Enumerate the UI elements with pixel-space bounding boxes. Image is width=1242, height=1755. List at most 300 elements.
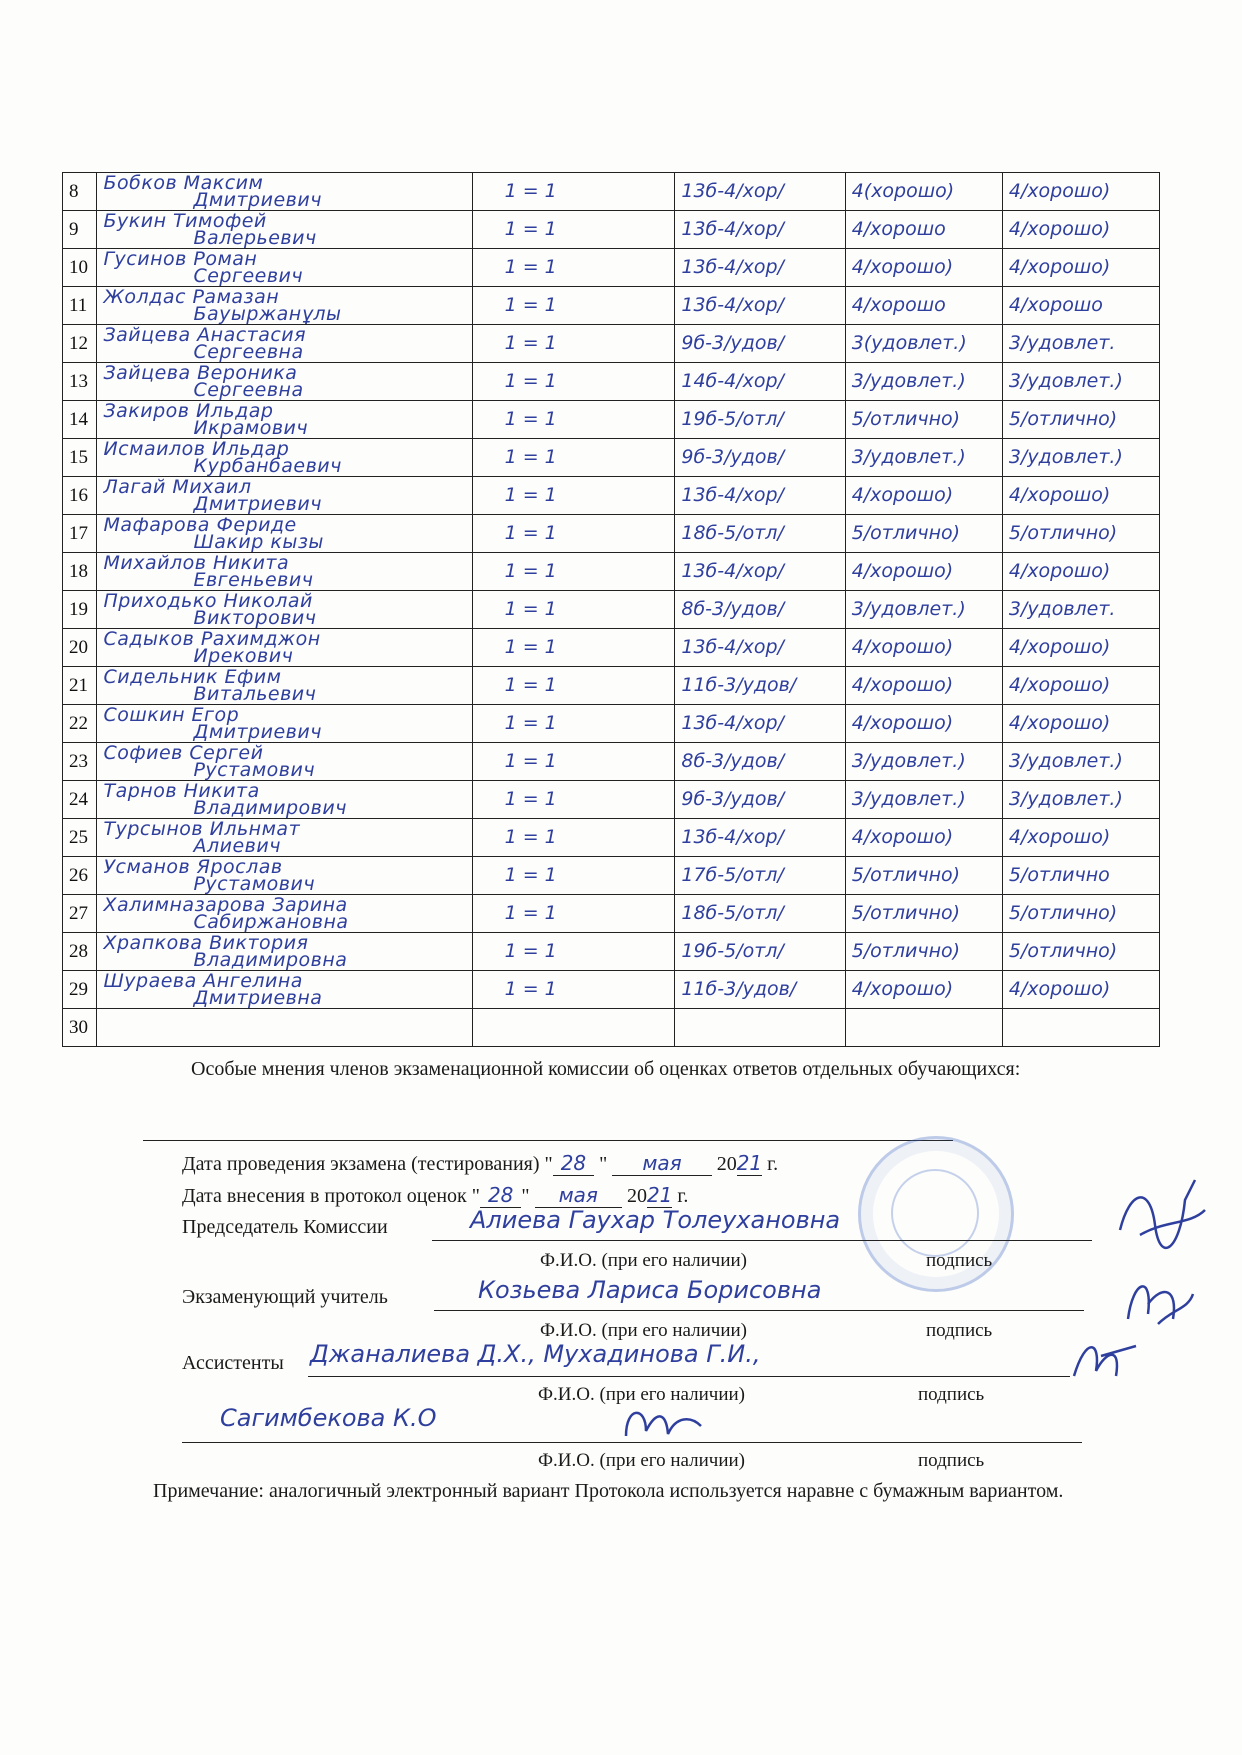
grade-2-cell [1002,667,1159,705]
table-row [63,933,1160,971]
student-name-line2: Сергеевич [193,264,304,287]
answer-score-cell [472,895,675,933]
student-name-line2: Дмитриевич [193,492,322,515]
teacher-label: Экзаменующий учитель [182,1286,388,1308]
points-grade-cell [675,325,845,363]
points-grade: 13б-4/хор/ [681,180,784,202]
student-name-cell [97,933,472,971]
grade-2: 4/хорошо) [1008,256,1111,278]
row-number-cell [63,363,97,401]
row-number: 9 [69,218,79,240]
row-number-cell [63,667,97,705]
student-name-line1: Усманов Ярослав [103,856,283,878]
grade-2: 3/удовлет. [1008,598,1116,620]
points-grade-cell [675,1009,845,1047]
chairman-sign-caption: подпись [926,1250,993,1271]
entry-date-month: мая [535,1183,622,1208]
grade-2: 4/хорошо) [1008,484,1111,506]
student-name-line2: Владимирович [193,796,347,819]
student-name-cell [97,629,472,667]
points-grade: 17б-5/отл/ [681,864,784,886]
grade-1: 3/удовлет.) [851,750,966,772]
grade-1-cell [845,363,1002,401]
answer-score: 1 = 1 [504,256,557,278]
points-grade-cell [675,477,845,515]
table-row [63,287,1160,325]
student-name-cell [97,819,472,857]
assistant2-fio-caption: Ф.И.О. (при его наличии) [538,1450,746,1471]
answer-score: 1 = 1 [504,978,557,1000]
student-name-line2: Витальевич [193,682,317,705]
table-row [63,781,1160,819]
grade-1-cell [845,173,1002,211]
answer-score: 1 = 1 [504,636,557,658]
exam-date-row [182,1150,778,1178]
answer-score-cell [472,629,675,667]
answer-score [479,1016,505,1038]
table-row [63,401,1160,439]
row-number-cell [63,781,97,819]
student-name-line2: Владимировна [193,948,348,971]
grade-2-cell [1002,1009,1159,1047]
grade-2-cell [1002,515,1159,553]
student-name-cell [97,591,472,629]
student-name-line1: Тарнов Никита [103,780,260,802]
grade-1-cell [845,667,1002,705]
grade-2: 5/отлично [1008,864,1110,886]
points-grade-cell [675,667,845,705]
grade-1: 4/хорошо) [851,636,954,658]
student-name-line1: Софиев Сергей [103,742,264,764]
points-grade: 9б-3/удов/ [681,332,785,354]
assistants-label: Ассистенты [182,1352,284,1374]
assistant-signature [1066,1326,1146,1396]
grade-1: 5/отлично) [851,522,961,544]
table-row [63,743,1160,781]
grade-2: 4/хорошо) [1008,180,1111,202]
assistant2-sign-caption: подпись [918,1450,985,1471]
answer-score: 1 = 1 [504,560,557,582]
student-name-line1: Зайцева Вероника [103,362,298,384]
student-name-line1: Бобков Максим [103,172,264,194]
answer-score: 1 = 1 [504,446,557,468]
grade-1-cell [845,249,1002,287]
student-name-cell [97,857,472,895]
student-name-line1: Сидельник Ефим [103,666,282,688]
grade-2: 5/отлично) [1008,408,1118,430]
grade-1: 3/удовлет.) [851,598,966,620]
points-grade-cell [675,895,845,933]
grade-1-cell [845,857,1002,895]
student-name-line2: Курбанбаевич [193,454,342,477]
opinions-line [143,1140,953,1141]
row-number-cell [63,515,97,553]
points-grade: 11б-3/удов/ [681,978,797,1000]
points-grade-cell [675,173,845,211]
student-name-line1: Храпкова Виктория [103,932,309,954]
points-grade-cell [675,857,845,895]
grade-1-cell [845,553,1002,591]
student-name-line1: Лагай Михаил [103,476,252,498]
student-name-line1: Сошкин Егор [103,704,240,726]
row-number-cell [63,743,97,781]
table-row [63,173,1160,211]
grade-1-cell [845,743,1002,781]
student-name-cell [97,895,472,933]
student-name-cell [97,325,472,363]
answer-score-cell [472,819,675,857]
row-number-cell [63,857,97,895]
grade-2: 4/хорошо) [1008,674,1111,696]
table-row [63,515,1160,553]
student-name-line2: Сабиржановна [193,910,349,933]
student-name-line1: Шураева Ангелина [103,970,303,992]
student-name-line2: Икрамович [193,416,309,439]
row-number-cell [63,705,97,743]
row-number-cell [63,553,97,591]
grade-1-cell [845,591,1002,629]
table-row [63,439,1160,477]
points-grade: 13б-4/хор/ [681,256,784,278]
exam-date-year-prefix: 20 [711,1153,737,1175]
row-number: 19 [69,598,88,620]
assistants-sign-caption: подпись [918,1384,985,1405]
answer-score: 1 = 1 [504,484,557,506]
table-row [63,667,1160,705]
points-grade-cell [675,553,845,591]
answer-score: 1 = 1 [504,598,557,620]
student-name-line1: Турсынов Ильнмат [103,818,301,840]
student-name-line2: Ирекович [193,644,294,667]
answer-score-cell [472,401,675,439]
row-number: 26 [69,864,88,886]
answer-score: 1 = 1 [504,712,557,734]
points-grade: 13б-4/хор/ [681,218,784,240]
grade-2-cell [1002,363,1159,401]
teacher-line [434,1310,1084,1311]
student-name-line2: Дмитриевич [193,720,322,743]
row-number-cell [63,895,97,933]
grade-1: 4/хорошо) [851,484,954,506]
entry-date-label: Дата внесения в протокол оценок " [182,1185,480,1207]
table-row [63,1009,1160,1047]
answer-score: 1 = 1 [504,522,557,544]
student-name-cell [97,363,472,401]
grade-1-cell [845,819,1002,857]
student-name-line1: Букин Тимофей [103,210,267,232]
grade-1: 3(удовлет.) [851,332,967,354]
grade-1: 5/отлично) [851,864,961,886]
grade-1: 5/отлично) [851,408,961,430]
points-grade-cell [675,287,845,325]
teacher-sign-caption: подпись [926,1320,993,1341]
student-name-line2: Бауыржанұлы [193,302,342,325]
row-number-cell [63,439,97,477]
grade-2-cell [1002,173,1159,211]
grade-1-cell [845,1009,1002,1047]
points-grade: 18б-5/отл/ [681,902,784,924]
student-name-line1: Михайлов Никита [103,552,290,574]
entry-date-mid: " [521,1185,535,1207]
grade-1-cell [845,705,1002,743]
grade-2-cell [1002,477,1159,515]
answer-score: 1 = 1 [504,332,557,354]
grade-1: 4/хорошо [851,294,946,316]
grade-2: 4/хорошо) [1008,826,1111,848]
student-name-cell [97,477,472,515]
student-name-line2: Алиевич [193,834,281,857]
student-name-cell [97,1009,472,1047]
student-name-line1: Исмаилов Ильдар [103,438,290,460]
points-grade: 11б-3/удов/ [681,674,797,696]
table-row [63,857,1160,895]
entry-date-year-prefix: 20 [621,1185,647,1207]
assistant2-name: Сагимбекова К.О [220,1404,437,1432]
grade-1: 4(хорошо) [851,180,955,202]
answer-score-cell [472,781,675,819]
answer-score-cell [472,173,675,211]
answer-score: 1 = 1 [504,826,557,848]
chairman-name: Алиева Гаухар Толеухановна [470,1206,841,1234]
chairman-label: Председатель Комиссии [182,1216,388,1238]
answer-score: 1 = 1 [504,788,557,810]
points-grade: 13б-4/хор/ [681,636,784,658]
table-row [63,971,1160,1009]
row-number: 23 [69,750,88,772]
table-row [63,325,1160,363]
grade-2-cell [1002,971,1159,1009]
row-number: 14 [69,408,88,430]
grade-1: 3/удовлет.) [851,370,966,392]
teacher-name: Козьева Лариса Борисовна [478,1276,822,1304]
answer-score: 1 = 1 [504,750,557,772]
grade-2-cell [1002,439,1159,477]
points-grade-cell [675,211,845,249]
student-name-line1: Зайцева Анастасия [103,324,307,346]
student-name-line1: Приходько Николай [103,590,313,612]
grade-2-cell [1002,553,1159,591]
grade-2-cell [1002,933,1159,971]
answer-score-cell [472,705,675,743]
answer-score-cell [472,857,675,895]
chairman-fio-caption: Ф.И.О. (при его наличии) [540,1250,748,1271]
table-row [63,819,1160,857]
answer-score-cell [472,553,675,591]
points-grade: 8б-3/удов/ [681,598,785,620]
student-name-line2: Дмитриевна [193,986,323,1009]
row-number-cell [63,477,97,515]
grade-2-cell [1002,249,1159,287]
grade-1-cell [845,325,1002,363]
table-row [63,249,1160,287]
grade-1-cell [845,629,1002,667]
student-name-line2: Сергеевна [193,340,304,363]
points-grade: 19б-5/отл/ [681,940,784,962]
student-name-cell [97,781,472,819]
points-grade: 19б-5/отл/ [681,408,784,430]
answer-score-cell [472,287,675,325]
student-name-line2: Сергеевна [193,378,304,401]
row-number: 27 [69,902,88,924]
points-grade-cell [675,363,845,401]
grades-table [62,172,1160,1047]
student-name-cell [97,287,472,325]
row-number-cell [63,401,97,439]
grade-2: 3/удовлет.) [1008,446,1123,468]
answer-score: 1 = 1 [504,864,557,886]
row-number: 13 [69,370,88,392]
table-row [63,895,1160,933]
grade-2: 4/хорошо) [1008,978,1111,1000]
points-grade-cell [675,819,845,857]
table-row [63,553,1160,591]
answer-score: 1 = 1 [504,218,557,240]
student-name-line2: Викторович [193,606,317,629]
grade-2-cell [1002,857,1159,895]
grade-2-cell [1002,325,1159,363]
grade-1: 4/хорошо) [851,256,954,278]
answer-score: 1 = 1 [504,294,557,316]
answer-score-cell [472,363,675,401]
exam-date-day: 28 [553,1151,594,1176]
points-grade: 13б-4/хор/ [681,712,784,734]
grade-1-cell [845,781,1002,819]
student-name-line1: Гусинов Роман [103,248,258,270]
grade-2-cell [1002,211,1159,249]
grade-2-cell [1002,287,1159,325]
grade-1: 3/удовлет.) [851,788,966,810]
row-number-cell [63,211,97,249]
assistant2-signature [616,1396,706,1452]
points-grade-cell [675,629,845,667]
row-number: 25 [69,826,88,848]
grade-1-cell [845,439,1002,477]
grade-2: 4/хорошо) [1008,218,1111,240]
points-grade-cell [675,515,845,553]
student-name-cell [97,401,472,439]
student-name-line1: Мафарова Фериде [103,514,297,536]
grade-2-cell [1002,895,1159,933]
student-name-cell [97,173,472,211]
grade-1: 4/хорошо) [851,674,954,696]
answer-score-cell [472,515,675,553]
row-number: 22 [69,712,88,734]
table-row [63,705,1160,743]
teacher-fio-caption: Ф.И.О. (при его наличии) [540,1320,748,1341]
grade-1: 4/хорошо) [851,826,954,848]
answer-score-cell [472,667,675,705]
exam-date-end: г. [762,1153,779,1175]
points-grade: 9б-3/удов/ [681,446,785,468]
row-number: 11 [69,294,88,316]
answer-score-cell [472,1009,675,1047]
answer-score: 1 = 1 [504,902,557,924]
grade-2: 5/отлично) [1008,902,1118,924]
row-number: 16 [69,484,88,506]
grade-2-cell [1002,401,1159,439]
grade-1-cell [845,515,1002,553]
grade-2-cell [1002,743,1159,781]
student-name-cell [97,211,472,249]
row-number: 24 [69,788,88,810]
student-name-cell [97,439,472,477]
row-number-cell [63,287,97,325]
grade-2: 3/удовлет.) [1008,750,1123,772]
grade-2: 3/удовлет.) [1008,370,1123,392]
row-number: 28 [69,940,88,962]
answer-score: 1 = 1 [504,180,557,202]
row-number: 21 [69,674,88,696]
points-grade-cell [675,705,845,743]
assistants-names: Джаналиева Д.Х., Мухадинова Г.И., [310,1340,761,1368]
grade-1-cell [845,401,1002,439]
student-name-cell [97,515,472,553]
grade-1: 4/хорошо) [851,712,954,734]
answer-score-cell [472,971,675,1009]
row-number: 17 [69,522,88,544]
exam-date-label: Дата проведения экзамена (тестирования) " [182,1153,553,1175]
grade-2: 3/удовлет. [1008,332,1116,354]
grade-1-cell [845,933,1002,971]
student-name-line1: Закиров Ильдар [103,400,274,422]
student-name-line2: Валерьевич [193,226,317,249]
exam-date-mid: " [594,1153,613,1175]
grade-1-cell [845,287,1002,325]
points-grade: 9б-3/удов/ [681,788,785,810]
special-opinions-text: Особые мнения членов экзаменационной комиссии об оценках ответов отдельных обучающихся: [191,1058,1021,1080]
points-grade-cell [675,971,845,1009]
answer-score-cell [472,933,675,971]
grade-2-cell [1002,705,1159,743]
row-number-cell [63,1009,97,1047]
grade-1-cell [845,211,1002,249]
assistants-fio-caption: Ф.И.О. (при его наличии) [538,1384,746,1405]
assistants-line [308,1376,1070,1377]
grades-table-body [63,173,1160,1047]
answer-score: 1 = 1 [504,674,557,696]
points-grade-cell [675,591,845,629]
answer-score-cell [472,743,675,781]
answer-score-cell [472,591,675,629]
student-name-line2: Рустамович [193,758,316,781]
row-number: 20 [69,636,88,658]
chairman-signature [1110,1170,1210,1260]
student-name-cell [97,553,472,591]
student-name-cell [97,705,472,743]
points-grade: 13б-4/хор/ [681,294,784,316]
points-grade: 14б-4/хор/ [681,370,784,392]
row-number-cell [63,249,97,287]
student-name-line2: Шакир кызы [193,530,324,553]
student-name-cell [97,249,472,287]
exam-date-month: мая [612,1151,711,1176]
grade-1: 3/удовлет.) [851,446,966,468]
grade-2-cell [1002,591,1159,629]
points-grade-cell [675,439,845,477]
points-grade: 13б-4/хор/ [681,484,784,506]
grade-2: 5/отлично) [1008,940,1118,962]
answer-score-cell [472,439,675,477]
grade-1: 4/хорошо) [851,978,954,1000]
answer-score: 1 = 1 [504,408,557,430]
table-row [63,363,1160,401]
grade-1-cell [845,477,1002,515]
points-grade-cell [675,933,845,971]
answer-score-cell [472,211,675,249]
answer-score-cell [472,325,675,363]
row-number-cell [63,629,97,667]
student-name-cell [97,971,472,1009]
